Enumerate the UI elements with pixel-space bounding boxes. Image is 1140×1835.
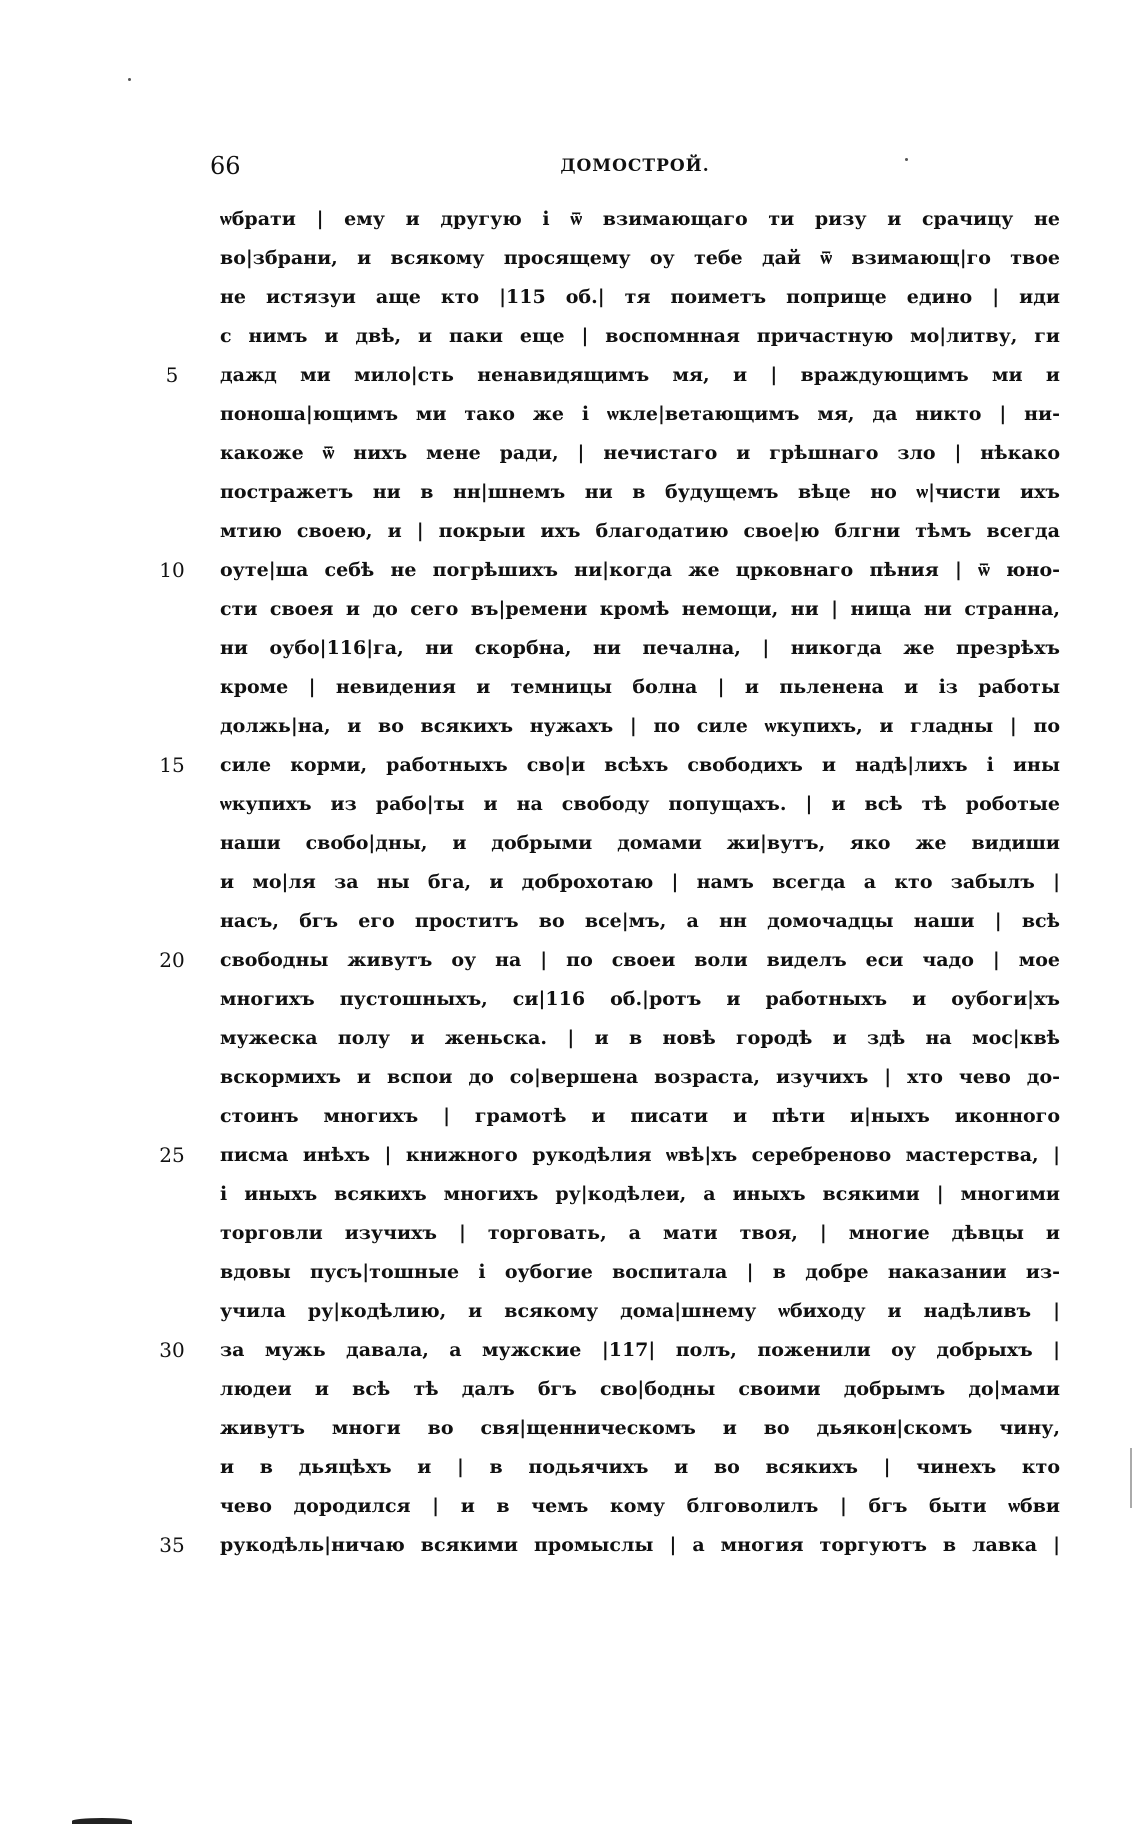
text-line xyxy=(150,863,1070,902)
line-text: силе корми, работныхъ сво|и всѣхъ свободихъ и надѣ|лихъ і ины xyxy=(220,754,1060,776)
line-text: писма инѣхъ | книжного рукодѣлия ѡвѣ|хъ серебреново мастерства, | xyxy=(220,1144,1060,1166)
text-line xyxy=(150,512,1070,551)
line-text: торговли изучихъ | торговать, а мати твоя, | многие дѣвцы и xyxy=(220,1222,1060,1244)
line-number: 15 xyxy=(159,753,185,777)
text-line xyxy=(150,200,1070,239)
text-line xyxy=(150,980,1070,1019)
text-line xyxy=(150,356,1070,395)
text-line xyxy=(150,629,1070,668)
text-line xyxy=(150,1331,1070,1370)
line-text: і иныхъ всякихъ многихъ ру|кодѣлеи, а иныхъ всякими | многими xyxy=(220,1183,1060,1205)
scan-speck xyxy=(128,78,131,81)
line-text: и в дьяцѣхъ и | в подьячихъ и во всякихъ | чинехъ кто xyxy=(220,1456,1060,1478)
line-text: не истязуи аще кто |115 об.| тя поиметъ поприще едино | иди xyxy=(220,286,1060,308)
line-text: какоже ѿ нихъ мене ради, | нечистаго и грѣшнаго зло | нѣкако xyxy=(220,442,1060,464)
text-line xyxy=(150,278,1070,317)
line-text: рукодѣль|ничаю всякими промыслы | а многия торгуютъ в лавка | xyxy=(220,1534,1060,1556)
line-text: оуте|ша себѣ не погрѣшихъ ни|когда же црковнаго пѣния | ѿ юно- xyxy=(220,559,1060,581)
text-line xyxy=(150,590,1070,629)
text-line xyxy=(150,1370,1070,1409)
text-line xyxy=(150,824,1070,863)
text-line xyxy=(150,395,1070,434)
text-line xyxy=(150,668,1070,707)
line-text: многихъ пустошныхъ, си|116 об.|ротъ и работныхъ и оубоги|хъ xyxy=(220,988,1060,1010)
line-text: учила ру|кодѣлию, и всякому дома|шнему ѡбиходу и надѣливъ | xyxy=(220,1300,1060,1322)
text-line xyxy=(150,1136,1070,1175)
line-text: ѡбрати | ему и другую і ѿ взимающаго ти ризу и срачицу не xyxy=(220,208,1060,230)
line-number: 30 xyxy=(159,1338,185,1362)
text-line xyxy=(150,1214,1070,1253)
line-text: с нимъ и двѣ, и паки еще | воспомнная причастную мо|литву, ги xyxy=(220,325,1060,347)
line-text: насъ, бгъ его проститъ во все|мъ, а нн домочадцы наши | всѣ xyxy=(220,910,1060,932)
line-text: вдовы пусъ|тошные і оубогие воспитала | в добре наказании из- xyxy=(220,1261,1060,1283)
text-line xyxy=(150,317,1070,356)
line-text: кроме | невидения и темницы болна | и пьленена и із работы xyxy=(220,676,1060,698)
line-text: ни оубо|116|га, ни скорбна, ни печална, | никогда же презрѣхъ xyxy=(220,637,1060,659)
text-line xyxy=(150,941,1070,980)
line-text: живутъ многи во свя|щенническомъ и во дьякон|скомъ чину, xyxy=(220,1417,1060,1439)
line-text: за мужь давала, а мужские |117| полъ, поженили оу добрыхъ | xyxy=(220,1339,1060,1361)
text-line xyxy=(150,1526,1070,1565)
text-line xyxy=(150,1409,1070,1448)
line-number: 20 xyxy=(159,948,185,972)
line-text: во|збрани, и всякому просящему оу тебе дай ѿ взимающ|го твое xyxy=(220,247,1060,269)
line-text: поноша|ющимъ ми тако же і ѡкле|ветающимъ мя, да никто | ни- xyxy=(220,403,1060,425)
line-number: 25 xyxy=(159,1143,185,1167)
line-text: должь|на, и во всякихъ нужахъ | по силе ѡкупихъ, и гладны | по xyxy=(220,715,1060,737)
text-line xyxy=(150,434,1070,473)
line-text: стоинъ многихъ | грамотѣ и писати и пѣти и|ныхъ иконного xyxy=(220,1105,1060,1127)
line-text: дажд ми мило|сть ненавидящимъ мя, и | враждующимъ ми и xyxy=(220,364,1060,386)
line-text: и мо|ля за ны бга, и доброхотаю | намъ всегда а кто забылъ | xyxy=(220,871,1060,893)
line-text: чево дородился | и в чемъ кому блговолилъ | бгъ быти ѡбви xyxy=(220,1495,1060,1517)
text-line xyxy=(150,473,1070,512)
text-line xyxy=(150,239,1070,278)
line-text: сти своея и до сего въ|ремени кромѣ немощи, ни | нища ни странна, xyxy=(220,598,1060,620)
text-line xyxy=(150,785,1070,824)
text-body xyxy=(150,200,1070,1565)
running-title: ДОМОСТРОЙ. xyxy=(560,156,710,176)
line-text: постражетъ ни в нн|шнемъ ни в будущемъ вѣце но ѡ|чисти ихъ xyxy=(220,481,1060,503)
line-number: 35 xyxy=(159,1533,185,1557)
text-line xyxy=(150,1097,1070,1136)
line-text: ѡкупихъ из рабо|ты и на свободу попущахъ. | и всѣ тѣ роботые xyxy=(220,793,1060,815)
text-line xyxy=(150,1448,1070,1487)
text-line xyxy=(150,1253,1070,1292)
line-text: свободны живутъ оу на | по своеи воли виделъ еси чадо | мое xyxy=(220,949,1060,971)
text-line xyxy=(150,551,1070,590)
text-line xyxy=(150,1292,1070,1331)
line-text: мтию своею, и | покрыи ихъ благодатию свое|ю блгни тѣмъ всегда xyxy=(220,520,1060,542)
line-text: наши свобо|дны, и добрыми домами жи|вутъ, яко же видиши xyxy=(220,832,1060,854)
text-line xyxy=(150,1019,1070,1058)
text-line xyxy=(150,902,1070,941)
text-line xyxy=(150,1058,1070,1097)
running-head xyxy=(210,148,1060,188)
text-line xyxy=(150,1175,1070,1214)
line-number: 10 xyxy=(159,558,185,582)
scan-edge-mark xyxy=(72,1818,132,1824)
line-number: 5 xyxy=(165,363,179,387)
text-line xyxy=(150,707,1070,746)
line-text: вскормихъ и вспои до со|вершена возраста, изучихъ | хто чево до- xyxy=(220,1066,1060,1088)
line-text: людеи и всѣ тѣ далъ бгъ сво|бодны своими добрымъ до|мами xyxy=(220,1378,1060,1400)
page-number: 66 xyxy=(210,152,241,180)
scan-edge-mark xyxy=(1130,1448,1132,1508)
line-text: мужеска полу и женьска. | и в новѣ городѣ и здѣ на мос|квѣ xyxy=(220,1027,1060,1049)
text-line xyxy=(150,1487,1070,1526)
text-line xyxy=(150,746,1070,785)
